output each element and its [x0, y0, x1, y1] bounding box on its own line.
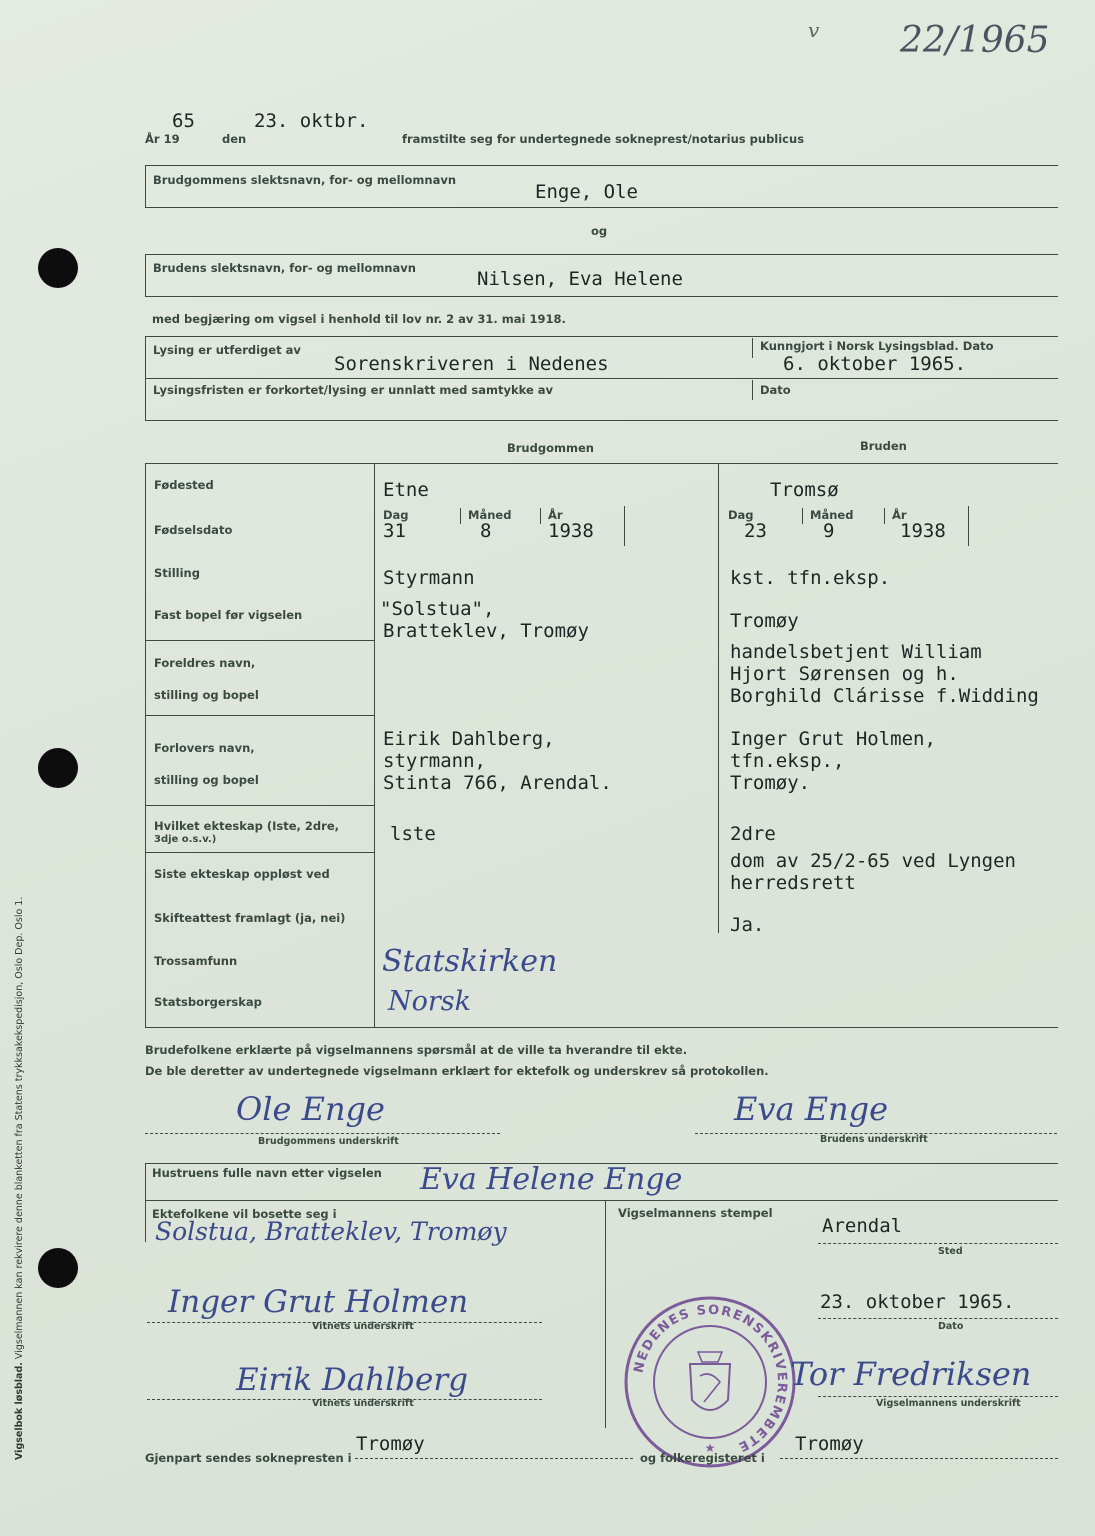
witness-2-caption: Vitnets underskrift: [312, 1398, 414, 1409]
rule: [145, 1163, 146, 1200]
maned-label: Måned: [468, 508, 512, 522]
law-text: med begjæring om vigsel i henhold til lov nr. 2 av 31. mai 1918.: [152, 312, 566, 326]
lysing-label: Lysing er utferdiget av: [153, 343, 301, 357]
rule: [718, 463, 719, 933]
forlover-label: stilling og bopel: [154, 773, 259, 787]
rule: [145, 463, 1058, 464]
bride-foreldre: Borghild Clárisse f.Widding: [730, 685, 1039, 707]
groom-ekteskap: lste: [390, 823, 436, 845]
bride-fodested: Tromsø: [770, 479, 839, 501]
den-label: den: [222, 132, 247, 146]
footer-value: Tromøy: [795, 1433, 864, 1455]
signature-line: [818, 1318, 1058, 1319]
kunngjort-value: 6. oktober 1965.: [783, 353, 967, 375]
rule: [374, 463, 375, 1027]
ekteskap-label: 3dje o.s.v.): [154, 834, 217, 845]
rule: [145, 852, 374, 853]
dato-label: Dato: [938, 1321, 964, 1332]
dag-label: Dag: [728, 508, 754, 522]
groom-fodested: Etne: [383, 479, 429, 501]
stempel-label: Vigselmannens stempel: [618, 1206, 773, 1220]
bride-signature: Eva Enge: [734, 1090, 889, 1128]
rule: [145, 1027, 1058, 1028]
bride-ekteskap: 2dre: [730, 823, 776, 845]
groom-birth-day: 31: [383, 520, 406, 542]
signature-line: [818, 1396, 1058, 1397]
signature-line: [355, 1458, 633, 1459]
punch-hole: [38, 1248, 78, 1288]
header-text: framstilte seg for undertegnede sokneprest/notarius publicus: [402, 132, 805, 146]
groom-name-value: Enge, Ole: [535, 181, 638, 203]
fodested-label: Fødested: [154, 478, 214, 492]
ar-label: År: [548, 508, 563, 522]
rule: [802, 508, 803, 524]
signature-line: [780, 1458, 1058, 1459]
ekteskap-label: Hvilket ekteskap (Iste, 2dre,: [154, 819, 339, 833]
ar-label: År: [892, 508, 907, 522]
groom-signature: Ole Enge: [236, 1090, 385, 1128]
dato-value: 23. oktober 1965.: [820, 1291, 1015, 1313]
rule: [145, 336, 146, 378]
groom-column-heading: Brudgommen: [507, 441, 594, 455]
groom-forlover: styrmann,: [383, 750, 486, 772]
groom-bopel: Bratteklev, Tromøy: [383, 620, 589, 642]
dag-label: Dag: [383, 508, 409, 522]
rule: [145, 715, 374, 716]
rule: [145, 165, 1058, 166]
full-name-value: Eva Helene Enge: [420, 1162, 683, 1197]
witness-1-caption: Vitnets underskrift: [312, 1321, 414, 1332]
rule: [145, 296, 1058, 297]
sted-value: Arendal: [822, 1215, 903, 1237]
bride-skifte: Ja.: [730, 914, 765, 936]
rule: [752, 380, 753, 400]
foreldre-label: stilling og bopel: [154, 688, 259, 702]
sted-label: Sted: [938, 1246, 963, 1257]
stilling-label: Stilling: [154, 566, 200, 580]
dato-label: Dato: [760, 383, 791, 397]
rule: [145, 640, 374, 641]
bride-stilling: kst. tfn.eksp.: [730, 567, 891, 589]
bride-birth-year: 1938: [900, 520, 946, 542]
rule: [145, 336, 1058, 337]
rule: [145, 378, 1058, 379]
fodselsdato-label: Fødselsdato: [154, 523, 233, 537]
bride-name-value: Nilsen, Eva Helene: [477, 268, 683, 290]
kunngjort-label: Kunngjort i Norsk Lysingsblad. Dato: [760, 339, 994, 353]
footer-label: og folkeregisteret i: [640, 1451, 765, 1465]
side-text: Vigselbok løsblad. Vigselmannen kan rekvirere denne blanketten fra Statens trykksakekspedisjon, Oslo Dep. Oslo 1.: [14, 896, 25, 1460]
date-value: 23. oktbr.: [254, 110, 369, 132]
rule: [145, 1200, 146, 1242]
year-value: 65: [172, 110, 195, 132]
bosette-label: Ektefolkene vil bosette seg i: [152, 1207, 337, 1221]
bride-opplost: dom av 25/2-65 ved Lyngen: [730, 850, 1016, 872]
stamp-text: NEDENES SORENSKRIVEREMBETE: [631, 1302, 790, 1455]
groom-name-label: Brudgommens slektsnavn, for- og mellomnavn: [153, 173, 457, 187]
bopel-label: Fast bopel før vigselen: [154, 608, 303, 622]
bride-birth-month: 9: [823, 520, 835, 542]
groom-tro: Statskirken: [382, 944, 558, 979]
bride-name-label: Brudens slektsnavn, for- og mellomnavn: [153, 261, 416, 275]
bride-column-heading: Bruden: [860, 439, 907, 453]
rule: [624, 506, 625, 546]
bride-forlover: tfn.eksp.,: [730, 750, 845, 772]
groom-forlover: Eirik Dahlberg,: [383, 728, 555, 750]
statsborger-label: Statsborgerskap: [154, 995, 262, 1009]
lysing-value: Sorenskriveren i Nedenes: [334, 353, 609, 375]
rule: [968, 506, 969, 546]
punch-hole: [38, 748, 78, 788]
witness-2-signature: Eirik Dahlberg: [236, 1362, 468, 1398]
rule: [884, 508, 885, 524]
bride-foreldre: handelsbetjent William: [730, 641, 982, 663]
punch-hole: [38, 248, 78, 288]
rule: [540, 508, 541, 524]
full-name-label: Hustruens fulle navn etter vigselen: [152, 1166, 382, 1180]
rule: [460, 508, 461, 524]
footer-value: Tromøy: [356, 1433, 425, 1455]
rule: [145, 165, 146, 207]
rule: [145, 1200, 1058, 1201]
bride-opplost: herredsrett: [730, 872, 856, 894]
year-label: År 19: [145, 132, 180, 146]
rule: [145, 254, 146, 296]
tro-label: Trossamfunn: [154, 954, 238, 968]
bride-forlover: Inger Grut Holmen,: [730, 728, 936, 750]
opplost-label: Siste ekteskap oppløst ved: [154, 867, 330, 881]
document-number: 22/1965: [900, 20, 1050, 61]
bosette-value: Solstua, Bratteklev, Tromøy: [155, 1217, 507, 1246]
rule: [145, 207, 1058, 208]
og-text: og: [591, 224, 608, 238]
rule: [145, 254, 1058, 255]
signature-line: [145, 1133, 500, 1134]
groom-statsborger: Norsk: [388, 986, 472, 1017]
groom-birth-year: 1938: [548, 520, 594, 542]
bride-bopel: Tromøy: [730, 610, 799, 632]
rule: [145, 378, 146, 420]
declaration-line: Brudefolkene erklærte på vigselmannens spørsmål at de ville ta hverandre til ekte.: [145, 1043, 688, 1057]
rule: [145, 805, 374, 806]
groom-birth-month: 8: [480, 520, 492, 542]
check-mark: v: [808, 18, 820, 42]
svg-text:★: ★: [704, 1441, 716, 1455]
groom-signature-caption: Brudgommens underskrift: [258, 1136, 399, 1147]
bride-signature-caption: Brudens underskrift: [820, 1134, 928, 1145]
vigselmann-caption: Vigselmannens underskrift: [876, 1398, 1021, 1409]
groom-stilling: Styrmann: [383, 567, 475, 589]
bride-forlover: Tromøy.: [730, 772, 811, 794]
bride-birth-day: 23: [744, 520, 767, 542]
bride-foreldre: Hjort Sørensen og h.: [730, 663, 959, 685]
forlover-label: Forlovers navn,: [154, 741, 255, 755]
forkortet-label: Lysingsfristen er forkortet/lysing er unnlatt med samtykke av: [153, 383, 554, 397]
official-stamp: [620, 1292, 800, 1472]
rule: [145, 420, 1058, 421]
rule: [145, 463, 146, 1027]
signature-line: [818, 1243, 1058, 1244]
rule: [605, 1200, 606, 1428]
maned-label: Måned: [810, 508, 854, 522]
groom-bopel: "Solstua",: [380, 598, 495, 620]
footer-label: Gjenpart sendes soknepresten i: [145, 1451, 352, 1465]
witness-1-signature: Inger Grut Holmen: [168, 1284, 469, 1320]
foreldre-label: Foreldres navn,: [154, 656, 256, 670]
vigselmann-signature: Tor Fredriksen: [790, 1355, 1032, 1393]
groom-forlover: Stinta 766, Arendal.: [383, 772, 612, 794]
rule: [752, 338, 753, 358]
skifte-label: Skifteattest framlagt (ja, nei): [154, 911, 346, 925]
declaration-line: De ble deretter av undertegnede vigselmann erklært for ektefolk og underskrev så protokollen.: [145, 1064, 769, 1078]
